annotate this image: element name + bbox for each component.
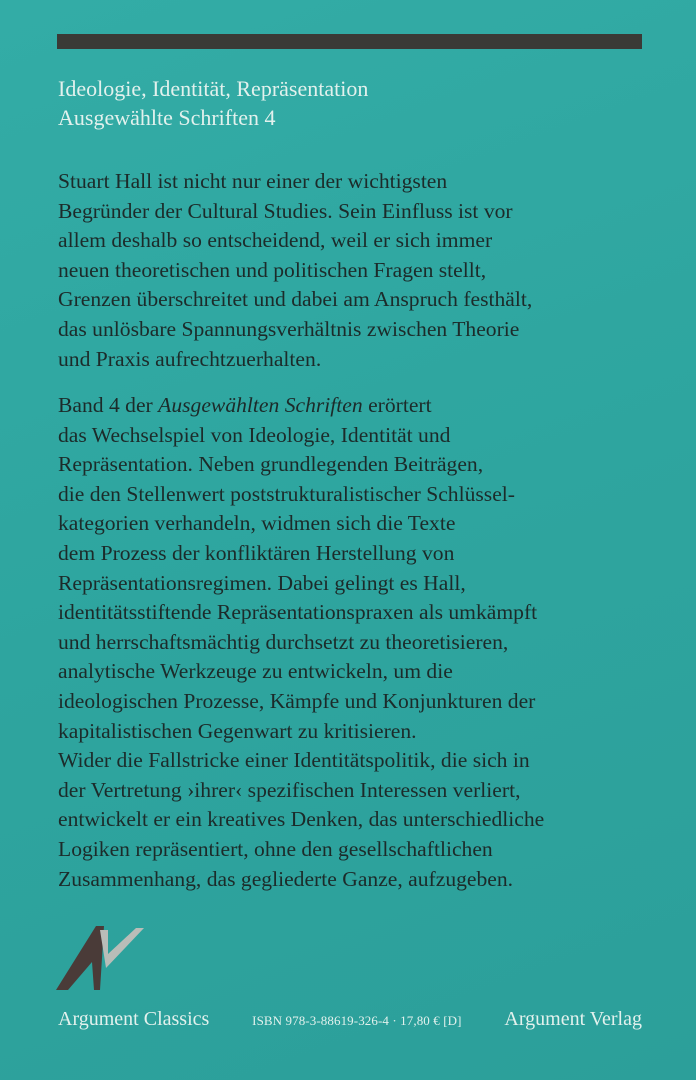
text-line: entwickelt er ein kreatives Denken, das unterschiedliche [58, 807, 545, 832]
text-line: das Wechselspiel von Ideologie, Identität und [58, 422, 451, 447]
text-line: identitätsstiftende Repräsentationspraxen als umkämpft [58, 600, 538, 625]
book-title: Ideologie, Identität, Repräsentation [58, 76, 369, 101]
text-line: Stuart Hall ist nicht nur einer der wichtigsten [58, 169, 448, 193]
isbn-price: ISBN 978-3-88619-326-4 · 17,80 € [D] [252, 1013, 462, 1028]
logo-v-stroke [100, 928, 144, 968]
blurb-paragraph-1 [58, 167, 532, 374]
logo-a-stroke [56, 926, 104, 990]
text-line: die den Stellenwert poststrukturalistischer Schlüssel- [58, 481, 515, 506]
text-run: erörtert [362, 393, 432, 417]
italic-series-title: Ausgewählten Schriften [158, 393, 363, 417]
book-subtitle: Ausgewählte Schriften 4 [58, 105, 276, 130]
text-line: dem Prozess der konfliktären Herstellung von [58, 540, 455, 565]
text-line: und herrschaftsmächtig durchsetzt zu theoretisieren, [58, 629, 509, 654]
text-line: Repräsentationsregimen. Dabei gelingt es Hall, [58, 570, 466, 595]
blurb-paragraph-2 [58, 391, 544, 894]
text-line: kategorien verhandeln, widmen sich die Texte [58, 511, 456, 536]
cover-header [58, 74, 368, 132]
text-line: Grenzen überschreitet und dabei am Anspruch festhält, [58, 287, 533, 312]
text-line: analytische Werkzeuge zu entwickeln, um die [58, 659, 453, 684]
cover-footer [58, 1008, 642, 1031]
top-bar [57, 34, 642, 49]
text-line: Wider die Fallstricke einer Identitätspolitik, die sich in [58, 748, 530, 773]
text-line [58, 391, 544, 421]
series-name: Argument Classics [58, 1008, 210, 1030]
text-line: allem deshalb so entscheidend, weil er sich immer [58, 228, 493, 253]
text-line: kapitalistischen Gegenwart zu kritisieren. [58, 718, 417, 743]
text-line: Zusammenhang, das gegliederte Ganze, aufzugeben. [58, 866, 514, 891]
text-line: ideologischen Prozesse, Kämpfe und Konjunkturen der [58, 688, 536, 713]
text-run: Band 4 der [58, 393, 159, 417]
text-line: Logiken repräsentiert, ohne den gesellschaftlichen [58, 836, 493, 861]
argument-verlag-logo-icon [56, 924, 146, 994]
text-line: und Praxis aufrechtzuerhalten. [58, 346, 322, 371]
publisher-name: Argument Verlag [504, 1008, 642, 1030]
text-line: der Vertretung ›ihrer‹ spezifischen Interessen verliert, [58, 777, 521, 802]
text-line: Repräsentation. Neben grundlegenden Beiträgen, [58, 452, 484, 477]
text-line: das unlösbare Spannungsverhältnis zwischen Theorie [58, 316, 520, 341]
text-line: Begründer der Cultural Studies. Sein Einfluss ist vor [58, 198, 513, 223]
text-line: neuen theoretischen und politischen Fragen stellt, [58, 257, 487, 282]
